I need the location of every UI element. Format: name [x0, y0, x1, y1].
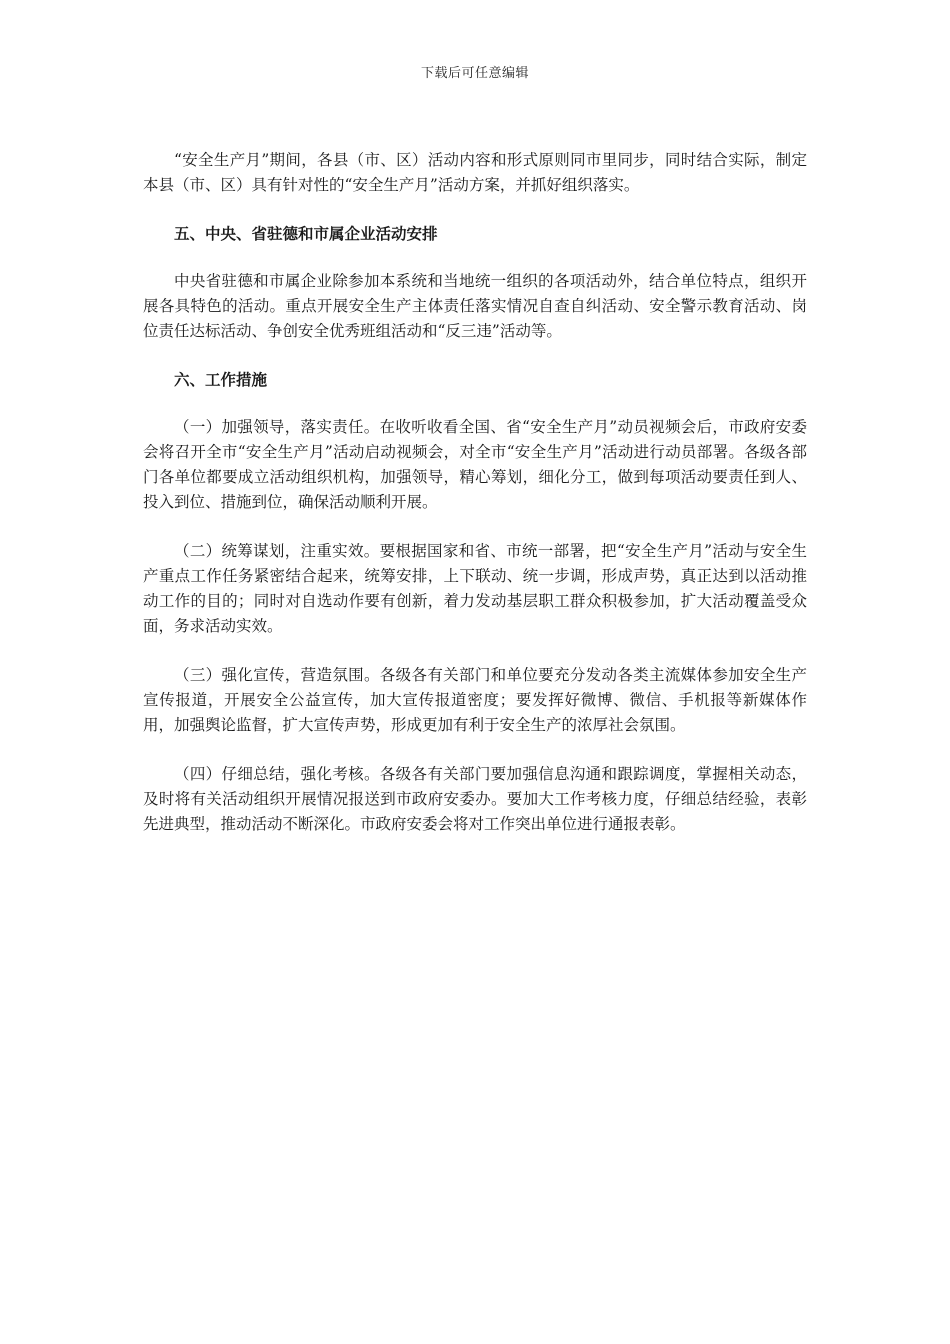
- section-heading-5: 五、中央、省驻德和市属企业活动安排: [174, 225, 438, 243]
- measure-item-3: （三）强化宣传，营造氛围。各级各有关部门和单位要充分发动各类主流媒体参加安全生产宣传报道，开展安全公益宣传，加大宣传报道密度；要发挥好微博、微信、手机报等新媒体作用，加强舆论监督，扩大宣传声势，形成更加有利于安全生产的浓厚社会氛围。: [143, 666, 807, 734]
- paragraph-county-activities: “安全生产月”期间，各县（市、区）活动内容和形式原则同市里同步，同时结合实际，制定本县（市、区）具有针对性的“安全生产月”活动方案，并抓好组织落实。: [143, 151, 807, 194]
- measure-item-2: （二）统筹谋划，注重实效。要根据国家和省、市统一部署，把“安全生产月”活动与安全生产重点工作任务紧密结合起来，统筹安排，上下联动、统一步调，形成声势，真正达到以活动推动工作的目的；同时对自选动作要有创新，着力发动基层职工群众积极参加，扩大活动覆盖受众面，务求活动实效。: [143, 542, 807, 635]
- section-heading-6: 六、工作措施: [174, 371, 268, 389]
- paragraph-enterprise-activities: 中央省驻德和市属企业除参加本系统和当地统一组织的各项活动外，结合单位特点，组织开展各具特色的活动。重点开展安全生产主体责任落实情况自查自纠活动、安全警示教育活动、岗位责任达标活动、争创安全优秀班组活动和“反三违”活动等。: [143, 272, 807, 340]
- header-note: 下载后可任意编辑: [420, 66, 529, 81]
- measure-item-4: （四）仔细总结，强化考核。各级各有关部门要加强信息沟通和跟踪调度，掌握相关动态，及时将有关活动组织开展情况报送到市政府安委办。要加大工作考核力度，仔细总结经验，表彰先进典型，推动活动不断深化。市政府安委会将对工作突出单位进行通报表彰。: [143, 765, 807, 833]
- document-body: [143, 148, 807, 861]
- measure-item-1: （一）加强领导，落实责任。在收听收看全国、省“安全生产月”动员视频会后，市政府安委会将召开全市“安全生产月”活动启动视频会，对全市“安全生产月”活动进行动员部署。各级各部门各单位都要成立活动组织机构，加强领导，精心筹划，细化分工，做到每项活动要责任到人、投入到位、措施到位，确保活动顺利开展。: [143, 418, 807, 511]
